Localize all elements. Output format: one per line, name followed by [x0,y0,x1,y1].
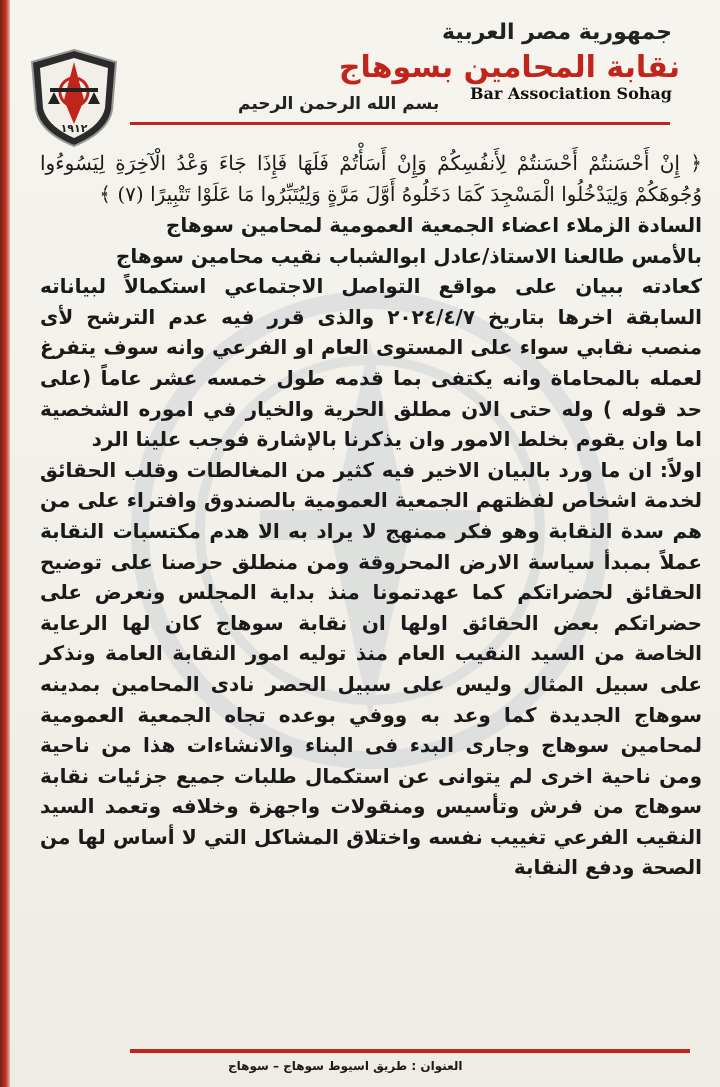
letter-footer [0,1023,720,1087]
quran-verse: ﴿ إِنْ أَحْسَنتُمْ أَحْسَنتُمْ لِأَنفُسِكُمْ وَإِنْ أَسَأْتُمْ فَلَهَا فَإِذَا جَاءَ وَعْدُ الْآخِرَةِ لِيَسُوءُوا وُجُوهَكُمْ وَلِيَدْخُلُوا الْمَسْجِدَ كَمَا دَخَلُوهُ أَوَّلَ مَرَّةٍ وَلِيُتَبِّرُوا مَا عَلَوْا تَتْبِيرًا (٧) ﴾ [40,151,702,206]
country-name: جمهورية مصر العربية [442,20,672,45]
paragraph-2: اولاً: ان ما ورد بالبيان الاخير فيه كثير من المغالطات وقلب الحقائق لخدمة اشخاص لفظتهم الجمعية العمومية بالصندوق وافتراء على من هم سدة النقابة وهو فكر ممنهج لا يراد به الا هدم مكتسبات النقابة عملاً بمبدأ سياسة الارض المحروقة ومن منطلق حرصنا على توضيح الحقائق لحضراتكم كما عهدتمونا منذ بداية المجلس ونعرض على حضراتكم بعض الحقائق اولها ان نقابة سوهاج كان لها الرعاية الخاصة من السيد النقيب العام منذ توليه امور النقابة العامة ونذكر على سبيل المثال وليس على سبيل الحصر نادى المحامين بمدينه سوهاج الجديدة كما وعد به ووفي بوعده تجاه الجمعية العمومية لمحامين سوهاج وجارى البدء فى البناء والانشاءات هذا من ناحية ومن ناحية اخرى لم يتوانى عن استكمال طلبات جميع جزئيات نقابة سوهاج من فرش وتأسيس ومنقولات واجهزة وخلافه وتعمد السيد النقيب الفرعي تغييب نفسه واختلاق المشاكل التي لا أساس لها من الصحة ودفع النقابة [40,457,702,880]
greeting-line: السادة الزملاء اعضاء الجمعية العمومية لمحامين سوهاج [165,213,702,237]
intro-line: بالأمس طالعنا الاستاذ/عادل ابوالشباب نقيب محامين سوهاج [115,243,702,268]
bar-association-shield-icon [28,48,120,148]
footer-address: العنوان : طريق اسيوط سوهاج – سوهاج [228,1059,463,1073]
footer-divider [130,1049,690,1053]
association-name: نقابة المحامين بسوهاج [338,50,680,85]
logo-year: ١٩١٢ [60,122,88,135]
paragraph-1: كعادته ببيان على مواقع التواصل الاجتماعي استكمالاً لبياناته السابقة اخرها بتاريخ ٢٠٢٤/٤/٧ والذى قرر فيه عدم الترشح لأى منصب نقابي سواء على المستوى العام او الفرعي وانه سوف يتفرغ لعمله بالمحاماة وانه يكتفى بما قدمه طول خمسه عشر عاماً (على حد قوله ) وله حتى الان مطلق الحرية والخيار في اموره الشخصية اما وان يقوم بخلط الامور وان يذكرنا بالإشارة فوجب علينا الرد [40,274,702,452]
basmala: بسم الله الرحمن الرحيم [238,94,440,114]
letterhead [0,0,720,135]
header-divider [130,122,670,125]
association-name-english: Bar Association Sohag [470,84,672,103]
letter-body [40,148,702,883]
decorative-left-border [0,0,10,1087]
